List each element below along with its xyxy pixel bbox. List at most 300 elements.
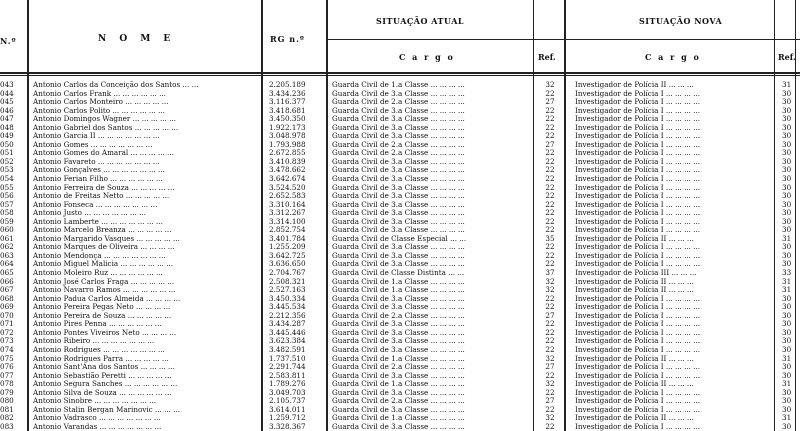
cell-ref-atual: 22 [545, 166, 555, 175]
cell-num: 047 [0, 115, 14, 124]
cell-nome: Antonio Padua Carlos Almeida ... ... ... ... [33, 294, 181, 303]
cell-ref-atual: 22 [545, 251, 555, 260]
cell-cargo-atual: Guarda Civil de 3.a Classe ... ... ... ... [332, 115, 465, 124]
cell-cargo-nova: Investigador de Polícia I ... ... ... ... [575, 388, 701, 397]
cell-num: 080 [0, 397, 14, 406]
table-row [0, 320, 800, 329]
cell-num: 046 [0, 106, 14, 115]
cell-cargo-atual: Guarda Civil de 1.a Classe ... ... ... ... [332, 81, 465, 89]
cell-cargo-atual: Guarda Civil de 2.a Classe ... ... ... ... [332, 140, 465, 149]
table-row [0, 423, 800, 431]
cell-num: 058 [0, 209, 14, 218]
cell-rg: 2.583.811 [269, 371, 306, 380]
cell-cargo-atual: Guarda Civil de 3.a Classe ... ... ... ... [332, 260, 465, 269]
cell-ref-atual: 32 [545, 286, 555, 295]
cell-nome: Antonio José Carlos Fraga ... ... ... ... ... [33, 277, 175, 286]
cell-num: 050 [0, 140, 14, 149]
cell-cargo-atual: Guarda Civil de 3.a Classe ... ... ... ... [332, 337, 465, 346]
cell-ref-nova: 30 [782, 115, 792, 124]
cell-ref-atual: 22 [545, 320, 555, 329]
cell-nome: Antonio Carlos Monteiro ... ... ... ... ... [33, 98, 169, 107]
cell-cargo-atual: Guarda Civil de 3.a Classe ... ... ... ... [332, 345, 465, 354]
table-row [0, 209, 800, 218]
cell-cargo-atual: Guarda Civil de 3.a Classe ... ... ... ... [332, 200, 465, 209]
cell-cargo-atual: Guarda Civil de 3.a Classe ... ... ... ... [332, 303, 465, 312]
table-row [0, 337, 800, 346]
table-row [0, 260, 800, 269]
cell-ref-nova: 30 [782, 260, 792, 269]
cell-ref-nova: 31 [782, 286, 792, 295]
cell-rg: 1.737.510 [269, 354, 306, 363]
table-row [0, 107, 800, 116]
cell-nome: Antonio Mendonça ... ... ... ... ... ... ... [33, 251, 166, 260]
cell-ref-atual: 22 [545, 405, 555, 414]
cell-nome: Antonio Fonseca ... ... ... ... ... ... ... [33, 200, 158, 209]
cell-num: 051 [0, 149, 14, 158]
cell-nome: Antonio Pontes Viveiros Neto ... ... ... ... [33, 328, 177, 337]
table-row [0, 90, 800, 99]
cell-num: 043 [0, 81, 14, 89]
cell-cargo-nova: Investigador de Polícia I ... ... ... ... [575, 311, 701, 320]
cell-ref-nova: 31 [782, 354, 792, 363]
cell-ref-atual: 22 [545, 149, 555, 158]
cell-cargo-nova: Investigador de Polícia I ... ... ... ... [575, 140, 701, 149]
cell-rg: 3.642.674 [269, 175, 306, 184]
cell-num: 067 [0, 286, 14, 295]
cell-cargo-atual: Guarda Civil de 2.a Classe ... ... ... ... [332, 397, 465, 406]
cell-ref-atual: 22 [545, 422, 555, 431]
header-bottom-rule [0, 75, 800, 76]
cell-ref-atual: 22 [545, 123, 555, 132]
table-row [0, 243, 800, 252]
cell-cargo-atual: Guarda Civil de 3.a Classe ... ... ... ... [332, 166, 465, 175]
cell-cargo-atual: Guarda Civil de 3.a Classe ... ... ... ... [332, 243, 465, 252]
cell-rg: 1.255.209 [269, 243, 306, 252]
cell-nome: Antonio Navarro Ramos ... ... ... ... ... ... [33, 286, 176, 295]
table-row [0, 98, 800, 107]
cell-ref-nova: 30 [782, 209, 792, 218]
cell-cargo-atual: Guarda Civil de 3.a Classe ... ... ... ... [332, 192, 465, 201]
header-cargo-nova: C a r g o [645, 52, 701, 62]
cell-nome: Antonio Garcia II ... ... ... ... ... ... ... [33, 132, 160, 141]
cell-num: 064 [0, 260, 14, 269]
cell-ref-nova: 30 [782, 294, 792, 303]
cell-nome: Antonio Lamberte ... ... ... ... ... ... ... [33, 217, 163, 226]
cell-cargo-nova: Investigador de Polícia I ... ... ... ... [575, 328, 701, 337]
cell-cargo-nova: Investigador de Polícia II ... ... ... [575, 234, 694, 243]
cell-rg: 3.310.164 [269, 200, 306, 209]
cell-ref-atual: 22 [545, 371, 555, 380]
cell-num: 052 [0, 157, 14, 166]
cell-cargo-nova: Investigador de Polícia I ... ... ... ... [575, 251, 701, 260]
cell-nome: Antonio Varandas ... ... ... ... ... ... ... [33, 422, 162, 431]
cell-num: 078 [0, 380, 14, 389]
header-situacao-nova: SITUAÇÃO NOVA [639, 16, 723, 26]
cell-rg: 3.445.446 [269, 328, 306, 337]
cell-nome: Antonio Ferian Filho ... ... ... ... ... ... [33, 175, 163, 184]
cell-ref-nova: 30 [782, 166, 792, 175]
cell-rg: 3.410.839 [269, 157, 306, 166]
cell-cargo-atual: Guarda Civil de 3.a Classe ... ... ... ... [332, 294, 465, 303]
cell-cargo-atual: Guarda Civil de 3.a Classe ... ... ... ... [332, 328, 465, 337]
cell-rg: 2.704.767 [269, 269, 306, 278]
cell-ref-nova: 30 [782, 123, 792, 132]
cell-cargo-nova: Investigador de Polícia I ... ... ... ... [575, 115, 701, 124]
table-row [0, 269, 800, 278]
cell-num: 071 [0, 320, 14, 329]
cell-ref-atual: 22 [545, 209, 555, 218]
cell-cargo-nova: Investigador de Polícia I ... ... ... ... [575, 363, 701, 372]
header-rule [326, 39, 800, 40]
cell-cargo-nova: Investigador de Polícia I ... ... ... ... [575, 149, 701, 158]
table-row [0, 252, 800, 261]
cell-cargo-nova: Investigador de Polícia II ... ... ... [575, 286, 694, 295]
cell-nome: Antonio Gabriel dos Santos ... ... ... ... ... [33, 123, 179, 132]
cell-ref-atual: 22 [545, 294, 555, 303]
cell-cargo-atual: Guarda Civil de 3.a Classe ... ... ... ... [332, 217, 465, 226]
cell-rg: 2.105.737 [269, 397, 306, 406]
cell-ref-nova: 30 [782, 243, 792, 252]
table-row [0, 184, 800, 193]
cell-cargo-atual: Guarda Civil de 3.a Classe ... ... ... ... [332, 123, 465, 132]
cell-ref-atual: 22 [545, 192, 555, 201]
table-row [0, 124, 800, 133]
cell-nome: Antonio Vadrasco ... ... ... ... ... ... ... [33, 414, 161, 423]
cell-ref-atual: 22 [545, 243, 555, 252]
cell-rg: 3.049.703 [269, 388, 306, 397]
cell-rg: 3.434.236 [269, 89, 306, 98]
cell-ref-nova: 31 [782, 414, 792, 423]
header-situacao-atual: SITUAÇÃO ATUAL [376, 16, 465, 26]
cell-num: 075 [0, 354, 14, 363]
cell-nome: Antonio Gonçalves ... ... ... ... ... ... ... [33, 166, 165, 175]
cell-ref-atual: 32 [545, 81, 555, 89]
cell-rg: 3.636.650 [269, 260, 306, 269]
cell-ref-atual: 22 [545, 217, 555, 226]
cell-ref-nova: 30 [782, 251, 792, 260]
cell-cargo-atual: Guarda Civil de Classe Distinta ... ... [332, 269, 465, 278]
cell-nome: Antonio Marques de Oliveira ... ... ... ... [33, 243, 175, 252]
cell-ref-atual: 22 [545, 226, 555, 235]
cell-ref-nova: 30 [782, 200, 792, 209]
cell-num: 060 [0, 226, 14, 235]
cell-num: 082 [0, 414, 14, 423]
cell-rg: 3.418.681 [269, 106, 306, 115]
header-ref-nova: Ref. [778, 52, 796, 62]
cell-num: 083 [0, 422, 14, 431]
cell-ref-nova: 30 [782, 98, 792, 107]
cell-ref-nova: 30 [782, 140, 792, 149]
cell-cargo-atual: Guarda Civil de 2.a Classe ... ... ... ... [332, 363, 465, 372]
cell-cargo-nova: Investigador de Polícia I ... ... ... ... [575, 209, 701, 218]
cell-cargo-nova: Investigador de Polícia I ... ... ... ... [575, 123, 701, 132]
cell-rg: 3.623.384 [269, 337, 306, 346]
cell-ref-nova: 30 [782, 311, 792, 320]
header-nome: N O M E [98, 34, 176, 44]
cell-ref-atual: 27 [545, 98, 555, 107]
cell-ref-atual: 22 [545, 106, 555, 115]
cell-cargo-atual: Guarda Civil de 3.a Classe ... ... ... ... [332, 106, 465, 115]
cell-cargo-nova: Investigador de Polícia I ... ... ... ... [575, 345, 701, 354]
cell-nome: Antonio Carlos Polito ... ... ... ... ... ... [33, 106, 165, 115]
cell-ref-atual: 32 [545, 380, 555, 389]
cell-nome: Antonio Silva de Souza ... ... ... ... ... ... [33, 388, 172, 397]
cell-rg: 3.482.591 [269, 345, 306, 354]
cell-ref-atual: 37 [545, 269, 555, 278]
table-row [0, 346, 800, 355]
cell-num: 066 [0, 277, 14, 286]
cell-ref-nova: 30 [782, 363, 792, 372]
table-row [0, 115, 800, 124]
cell-ref-nova: 30 [782, 388, 792, 397]
cell-num: 074 [0, 345, 14, 354]
cell-ref-atual: 22 [545, 260, 555, 269]
cell-ref-nova: 30 [782, 157, 792, 166]
cell-num: 044 [0, 89, 14, 98]
table-row [0, 132, 800, 141]
cell-cargo-atual: Guarda Civil de 3.a Classe ... ... ... ... [332, 209, 465, 218]
table-row [0, 414, 800, 423]
cell-nome: Antonio Sinobre ... ... ... ... ... ... ... [33, 397, 157, 406]
cell-ref-nova: 30 [782, 405, 792, 414]
cell-cargo-atual: Guarda Civil de 1.a Classe ... ... ... ... [332, 277, 465, 286]
cell-ref-nova: 30 [782, 320, 792, 329]
cell-rg: 3.614.011 [269, 405, 306, 414]
cell-cargo-nova: Investigador de Polícia I ... ... ... ... [575, 200, 701, 209]
cell-cargo-nova: Investigador de Polícia I ... ... ... ... [575, 217, 701, 226]
table-row [0, 201, 800, 210]
cell-ref-atual: 22 [545, 328, 555, 337]
cell-num: 073 [0, 337, 14, 346]
cell-rg: 2.652.583 [269, 192, 306, 201]
table-row [0, 295, 800, 304]
cell-rg: 3.401.784 [269, 234, 306, 243]
cell-ref-atual: 35 [545, 234, 555, 243]
cell-nome: Antonio Stalin Bergan Marinovic ... ... ... [33, 405, 181, 414]
cell-ref-nova: 31 [782, 81, 792, 89]
cell-cargo-atual: Guarda Civil de 3.a Classe ... ... ... ... [332, 422, 465, 431]
cell-nome: Antonio Carlos Frank ... ... ... ... ... ... [33, 89, 166, 98]
cell-ref-atual: 22 [545, 132, 555, 141]
table-row [0, 278, 800, 287]
cell-cargo-atual: Guarda Civil de 3.a Classe ... ... ... ... [332, 183, 465, 192]
cell-rg: 2.212.356 [269, 311, 306, 320]
cell-cargo-atual: Guarda Civil de 3.a Classe ... ... ... ... [332, 320, 465, 329]
cell-ref-nova: 30 [782, 192, 792, 201]
cell-cargo-nova: Investigador de Polícia I ... ... ... ... [575, 98, 701, 107]
cell-num: 062 [0, 243, 14, 252]
table-row [0, 389, 800, 398]
cell-cargo-atual: Guarda Civil de 1.a Classe ... ... ... ... [332, 414, 465, 423]
cell-cargo-nova: Investigador de Polícia I ... ... ... ... [575, 106, 701, 115]
cell-nome: Antonio Miguel Malicia ... ... ... ... ... ... [33, 260, 173, 269]
cell-rg: 2.527.163 [269, 286, 306, 295]
cell-num: 063 [0, 251, 14, 260]
cell-num: 053 [0, 166, 14, 175]
cell-nome: Antonio Rodrigues ... ... ... ... ... ... ... [33, 345, 165, 354]
cell-num: 070 [0, 311, 14, 320]
cell-num: 072 [0, 328, 14, 337]
table-row [0, 286, 800, 295]
cell-rg: 3.434.287 [269, 320, 306, 329]
cell-nome: Antonio de Freitas Netto ... ... ... ... ... [33, 192, 170, 201]
table-row [0, 312, 800, 321]
cell-ref-atual: 32 [545, 414, 555, 423]
cell-rg: 3.116.377 [269, 98, 306, 107]
cell-cargo-nova: Investigador de Polícia I ... ... ... ... [575, 337, 701, 346]
cell-rg: 3.642.725 [269, 251, 306, 260]
cell-cargo-atual: Guarda Civil de 3.a Classe ... ... ... ... [332, 226, 465, 235]
cell-cargo-nova: Investigador de Polícia I ... ... ... ... [575, 405, 701, 414]
cell-nome: Antonio Favareto ... ... ... ... ... ... ... [33, 157, 160, 166]
cell-num: 045 [0, 98, 14, 107]
cell-ref-nova: 30 [782, 345, 792, 354]
cell-cargo-atual: Guarda Civil de 2.a Classe ... ... ... ... [332, 149, 465, 158]
cell-nome: Antonio Segura Sanches ... ... ... ... ... ... [33, 380, 178, 389]
cell-cargo-nova: Investigador de Polícia I ... ... ... ... [575, 371, 701, 380]
cell-ref-atual: 22 [545, 345, 555, 354]
cell-rg: 3.478.662 [269, 166, 306, 175]
cell-ref-nova: 30 [782, 217, 792, 226]
table-row [0, 355, 800, 364]
cell-ref-atual: 27 [545, 363, 555, 372]
cell-num: 079 [0, 388, 14, 397]
table-row [0, 141, 800, 150]
table-row [0, 166, 800, 175]
cell-num: 081 [0, 405, 14, 414]
cell-cargo-nova: Investigador de Polícia II ... ... ... [575, 380, 694, 389]
cell-cargo-nova: Investigador de Polícia I ... ... ... ... [575, 260, 701, 269]
cell-nome: Antonio Carlos da Conceição dos Santos ... ... [33, 81, 199, 89]
cell-rg: 2.852.754 [269, 226, 306, 235]
cell-cargo-nova: Investigador de Polícia II ... ... ... [575, 414, 694, 423]
cell-ref-nova: 30 [782, 132, 792, 141]
cell-cargo-atual: Guarda Civil de 3.a Classe ... ... ... ... [332, 371, 465, 380]
cell-ref-nova: 30 [782, 328, 792, 337]
cell-rg: 2.508.321 [269, 277, 306, 286]
cell-nome: Antonio Margarido Vasques ... ... ... ... ... [33, 234, 180, 243]
header-rg: RG n.º [270, 34, 305, 44]
cell-num: 049 [0, 132, 14, 141]
cell-ref-nova: 30 [782, 149, 792, 158]
cell-ref-nova: 30 [782, 422, 792, 431]
cell-ref-atual: 22 [545, 337, 555, 346]
cell-cargo-atual: Guarda Civil de 2.a Classe ... ... ... ... [332, 98, 465, 107]
cell-cargo-nova: Investigador de Polícia I ... ... ... ... [575, 192, 701, 201]
cell-ref-nova: 30 [782, 371, 792, 380]
cell-nome: Antonio Gomes do Amaral ... ... ... ... ... [33, 149, 174, 158]
cell-rg: 3.312.267 [269, 209, 306, 218]
cell-nome: Antonio Marcelo Breanza ... ... ... ... ... [33, 226, 172, 235]
cell-cargo-nova: Investigador de Polícia II ... ... ... [575, 354, 694, 363]
table-row [0, 372, 800, 381]
table-row [0, 380, 800, 389]
cell-ref-nova: 30 [782, 226, 792, 235]
cell-rg: 3.445.534 [269, 303, 306, 312]
cell-cargo-atual: Guarda Civil de 2.a Classe ... ... ... ... [332, 311, 465, 320]
cell-cargo-nova: Investigador de Polícia I ... ... ... ... [575, 397, 701, 406]
cell-ref-nova: 30 [782, 337, 792, 346]
cell-ref-atual: 22 [545, 175, 555, 184]
cell-ref-nova: 31 [782, 380, 792, 389]
cell-num: 048 [0, 123, 14, 132]
cell-cargo-atual: Guarda Civil de 1.a Classe ... ... ... ... [332, 380, 465, 389]
cell-ref-atual: 32 [545, 277, 555, 286]
cell-cargo-atual: Guarda Civil de 3.a Classe ... ... ... ... [332, 132, 465, 141]
table-row [0, 406, 800, 415]
cell-nome: Antonio Ferreira de Souza ... ... ... ... ... [33, 183, 175, 192]
header-cargo-atual: C a r g o [399, 52, 455, 62]
cell-cargo-nova: Investigador de Polícia I ... ... ... ... [575, 157, 701, 166]
cell-ref-atual: 22 [545, 303, 555, 312]
cell-rg: 1.789.276 [269, 380, 306, 389]
cell-num: 065 [0, 269, 14, 278]
cell-cargo-atual: Guarda Civil de 3.a Classe ... ... ... ... [332, 157, 465, 166]
cell-ref-nova: 30 [782, 106, 792, 115]
cell-cargo-nova: Investigador de Polícia I ... ... ... ... [575, 243, 701, 252]
cell-num: 068 [0, 294, 14, 303]
cell-nome: Antonio Moleiro Ruz ... ... ... ... ... ... [33, 269, 163, 278]
cell-ref-nova: 30 [782, 183, 792, 192]
cell-ref-atual: 22 [545, 157, 555, 166]
table-row [0, 235, 800, 244]
cell-num: 055 [0, 183, 14, 192]
cell-cargo-nova: Investigador de Polícia I ... ... ... ... [575, 175, 701, 184]
cell-nome: Antonio Gomes ... ... ... ... ... ... ... [33, 140, 153, 149]
cell-ref-nova: 31 [782, 234, 792, 243]
cell-ref-atual: 27 [545, 140, 555, 149]
cell-cargo-nova: Investigador de Polícia I ... ... ... ... [575, 422, 701, 431]
cell-num: 076 [0, 363, 14, 372]
cell-ref-atual: 22 [545, 183, 555, 192]
cell-ref-atual: 27 [545, 397, 555, 406]
cell-nome: Antonio Rodrigues Parra ... ... ... ... ... [33, 354, 169, 363]
cell-nome: Antonio Justo ... ... ... ... ... ... ... [33, 209, 146, 218]
table-row [0, 218, 800, 227]
table-row [0, 149, 800, 158]
cell-nome: Antonio Pires Penna ... ... ... ... ... ... [33, 320, 162, 329]
table-row [0, 329, 800, 338]
cell-ref-nova: 30 [782, 89, 792, 98]
header-num: N.º [0, 36, 17, 46]
cell-cargo-nova: Investigador de Polícia I ... ... ... ... [575, 303, 701, 312]
table-row [0, 303, 800, 312]
cell-ref-atual: 32 [545, 354, 555, 363]
cell-rg: 2.205.189 [269, 81, 306, 89]
cell-nome: Antonio Pereira Pegas Neto ... ... ... ... [33, 303, 171, 312]
cell-ref-atual: 22 [545, 89, 555, 98]
cell-num: 061 [0, 234, 14, 243]
cell-cargo-nova: Investigador de Polícia I ... ... ... ... [575, 294, 701, 303]
cell-rg: 3.450.334 [269, 294, 306, 303]
cell-cargo-nova: Investigador de Polícia I ... ... ... ... [575, 132, 701, 141]
cell-rg: 2.672.855 [269, 149, 306, 158]
table-row [0, 175, 800, 184]
table-row [0, 226, 800, 235]
cell-rg: 3.450.350 [269, 115, 306, 124]
cell-num: 059 [0, 217, 14, 226]
cell-cargo-nova: Investigador de Polícia I ... ... ... ... [575, 166, 701, 175]
table-row [0, 81, 800, 90]
cell-cargo-nova: Investigador de Polícia I ... ... ... ... [575, 320, 701, 329]
cell-rg: 2.291.744 [269, 363, 306, 372]
cell-cargo-nova: Investigador de Polícia III ... ... ... [575, 269, 697, 278]
cell-rg: 1.922.173 [269, 123, 306, 132]
table-row [0, 192, 800, 201]
cell-cargo-atual: Guarda Civil de 3.a Classe ... ... ... ... [332, 388, 465, 397]
cell-ref-nova: 30 [782, 175, 792, 184]
cell-cargo-nova: Investigador de Polícia I ... ... ... ... [575, 226, 701, 235]
